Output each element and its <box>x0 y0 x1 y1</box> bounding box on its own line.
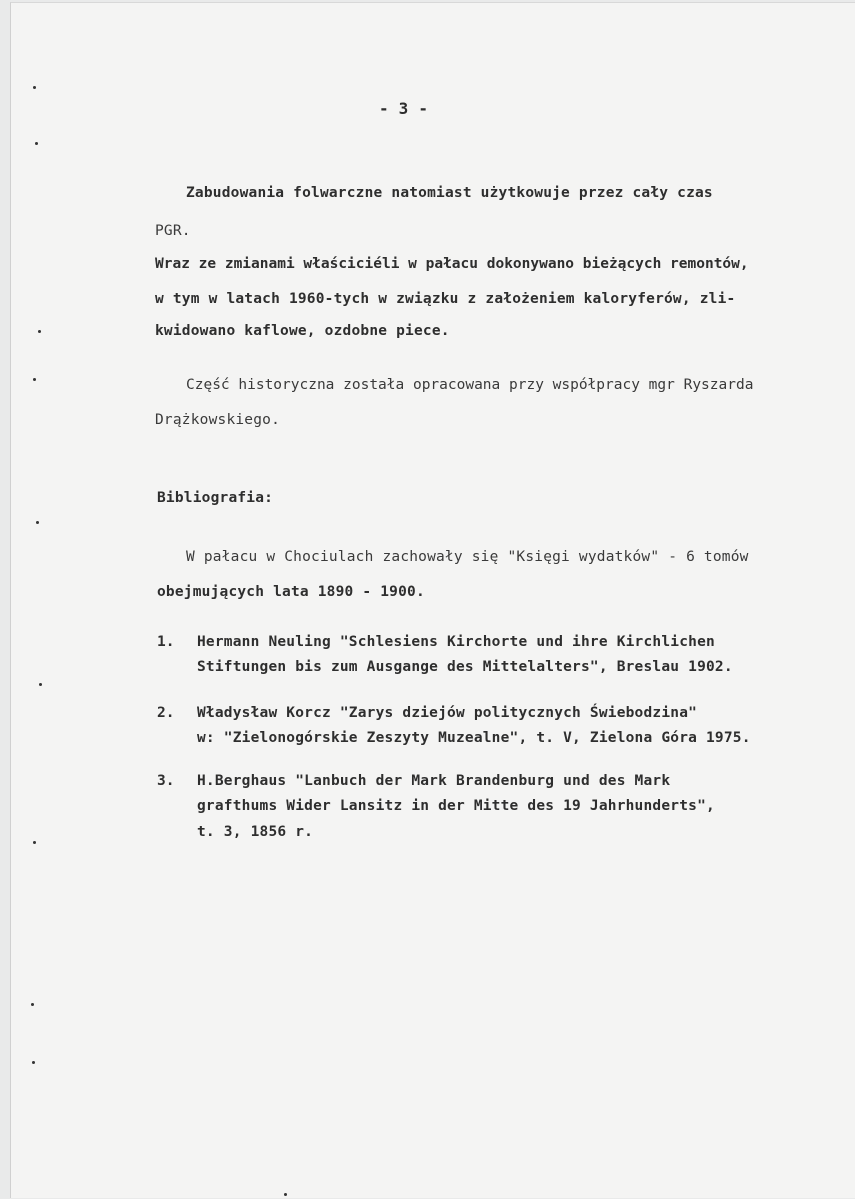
margin-mark <box>284 1193 287 1196</box>
bibliography-item-2-line-1: Władysław Korcz "Zarys dziejów politycznych Świebodzina" <box>197 705 698 721</box>
paragraph-1-line-1: Zabudowania folwarczne natomiast użytkowuje przez cały czas <box>186 185 713 201</box>
bibliography-heading: Bibliografia: <box>157 490 274 506</box>
paragraph-2-line-2: w tym w latach 1960-tych w związku z założeniem kaloryferów, zli- <box>155 291 736 307</box>
bibliography-item-3-line-3: t. 3, 1856 r. <box>197 824 314 840</box>
margin-mark <box>35 142 38 145</box>
bibliography-item-2-line-2: w: "Zielonogórskie Zeszyty Muzealne", t. V, Zielona Góra 1975. <box>197 730 751 746</box>
margin-mark <box>39 683 42 686</box>
margin-mark <box>36 521 39 524</box>
margin-mark <box>33 841 36 844</box>
margin-mark <box>33 378 36 381</box>
margin-mark <box>33 86 36 89</box>
bibliography-item-3-line-2: grafthums Wider Lansitz in der Mitte des 19 Jahrhunderts", <box>197 798 715 814</box>
bibliography-intro-line-2: obejmujących lata 1890 - 1900. <box>157 584 425 600</box>
page-number: - 3 - <box>379 99 429 118</box>
paragraph-1-line-2: PGR. <box>155 223 191 239</box>
bibliography-item-number: 1. <box>157 634 175 650</box>
margin-mark <box>32 1061 35 1064</box>
bibliography-item-1-line-2: Stiftungen bis zum Ausgange des Mittelalters", Breslau 1902. <box>197 659 733 675</box>
margin-mark <box>31 1003 34 1006</box>
paragraph-2-line-3: kwidowano kaflowe, ozdobne piece. <box>155 323 450 339</box>
bibliography-item-3-line-1: H.Berghaus "Lanbuch der Mark Brandenburg und des Mark <box>197 773 671 789</box>
paragraph-3-line-1: Część historyczna została opracowana przy współpracy mgr Ryszarda <box>186 377 754 393</box>
bibliography-item-number: 3. <box>157 773 175 789</box>
bibliography-item-1-line-1: Hermann Neuling "Schlesiens Kirchorte und ihre Kirchlichen <box>197 634 715 650</box>
margin-mark <box>38 330 41 333</box>
bibliography-item-number: 2. <box>157 705 175 721</box>
paragraph-3-line-2: Drążkowskiego. <box>155 412 281 428</box>
document-page <box>10 2 855 1198</box>
bibliography-intro-line-1: W pałacu w Chociulach zachowały się "Księgi wydatków" - 6 tomów <box>186 549 749 565</box>
paragraph-2-line-1: Wraz ze zmianami właściciéli w pałacu dokonywano bieżących remontów, <box>155 256 749 272</box>
